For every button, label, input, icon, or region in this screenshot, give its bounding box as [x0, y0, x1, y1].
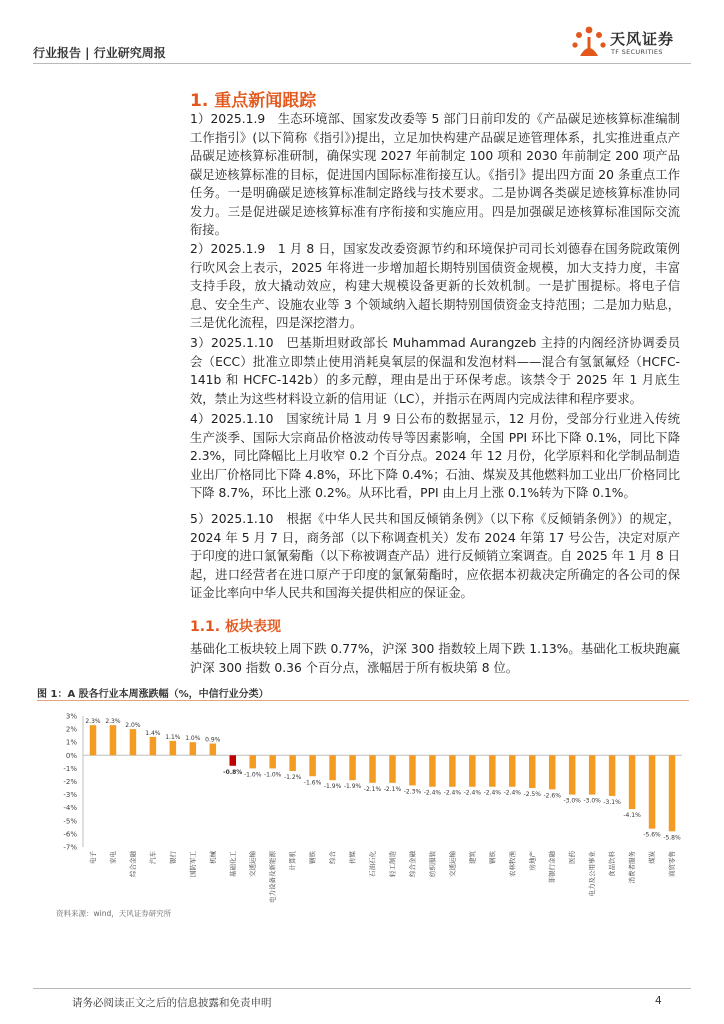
- y-tick-label: 2%: [65, 725, 77, 734]
- data-label: -1.6%: [303, 779, 322, 787]
- data-label: -3.0%: [563, 797, 581, 805]
- data-label: -2.6%: [543, 792, 561, 800]
- bar: [449, 755, 456, 786]
- bar: [469, 755, 476, 786]
- category-label: 食品饮料: [608, 851, 617, 877]
- bar: [190, 742, 197, 755]
- logo-name-cn: 天风证券: [610, 30, 675, 48]
- bar: [529, 755, 536, 788]
- bar: [669, 755, 676, 831]
- bar: [489, 755, 496, 786]
- data-label: -2.4%: [463, 789, 482, 797]
- bar: [549, 755, 556, 789]
- bar: [269, 755, 276, 768]
- bar: [170, 741, 177, 755]
- y-tick-label: -5%: [63, 817, 77, 826]
- data-label: 1.1%: [165, 733, 181, 741]
- news-item: 2）2025.1.9 1 月 8 日，国家发改委资源节约和环境保护司司长刘德春在国务院政策例行吹风会上表示，2025 年将进一步增加超长期特别国债资金规模，加大支持力度，丰富支持手段，放大撬动效应，构建大规模设备更新的长效机制。一是扩围提标。将电子信息、安全生产、设施农业等 3 个领域纳入超长期特别国债资金支持范围；二是加力贴息，三是优化流程，四是深挖潜力。: [190, 242, 680, 330]
- bar: [249, 755, 256, 768]
- bar: [589, 755, 596, 794]
- data-label: -1.0%: [244, 771, 262, 779]
- category-label: 汽车: [148, 851, 157, 864]
- logo-mark-icon: [570, 25, 608, 61]
- category-label: 钢铁: [488, 851, 497, 864]
- company-logo: [570, 25, 695, 61]
- data-label: -2.1%: [383, 785, 402, 793]
- data-label: -5.8%: [663, 834, 681, 842]
- footer-divider: [33, 988, 691, 989]
- news-item: 3）2025.1.10 巴基斯坦财政部长 Muhammad Aurangzeb 主持的内阁经济协调委员会（ECC）批准立即禁止使用消耗臭氧层的保温和发泡材料——混合有氢氯氟烃（HCFC-141b 和 HCFC-142b）的多元醇，理由是出于环保考虑。该禁令于 2025 年 1 月底生效，禁止为这些材料设立新的信用证（LC），并指示在两周内完成法律和程序要求。: [190, 336, 680, 406]
- bar: [369, 755, 376, 783]
- category-label: 纺织服装: [428, 851, 437, 877]
- category-label: 非银行金融: [548, 851, 557, 884]
- y-tick-label: 1%: [65, 738, 77, 747]
- data-label: -3.0%: [583, 797, 601, 805]
- news-item: 5）2025.1.10 根据《中华人民共和国反倾销条例》（以下称《反倾销条例》）的规定，2024 年 5 月 7 日，商务部（以下称调查机关）发布 2024 年第 17 号公告，决定对原产于印度的进口氯氰菊酯（以下称被调查产品）进行反倾销立案调查。自 2025 年 1 月 8 日起，进口经营者在进口原产于印度的氯氰菊酯时，应依据本初裁决定所确定的各公司的保证金比率向中华人民共和国海关提供相应的保证金。: [190, 512, 680, 600]
- section-title-sector-performance: 1.1. 板块表现: [190, 619, 281, 635]
- data-label: -0.8%: [223, 768, 243, 776]
- category-label: 交通运输: [448, 851, 457, 877]
- category-label: 传媒: [348, 851, 357, 864]
- category-label: 石油石化: [368, 851, 377, 877]
- category-label: 电子: [88, 851, 97, 864]
- figure-title-divider: [37, 700, 689, 701]
- category-label: 钢铁: [308, 851, 317, 864]
- category-label: 商贸零售: [668, 851, 677, 877]
- data-label: -2.1%: [363, 785, 382, 793]
- y-tick-label: 0%: [65, 751, 77, 760]
- data-label: 2.0%: [125, 722, 141, 730]
- category-label: 电力及公用事业: [588, 851, 597, 897]
- category-label: 电力设备及新能源: [268, 851, 277, 903]
- news-item: 4）2025.1.10 国家统计局 1 月 9 日公布的数据显示，12 月份，受部分行业进入传统生产淡季、国际大宗商品价格波动传导等因素影响，全国 PPI 环比下降 0.1%，同比下降 2.3%，同比降幅比上月收窄 0.2 个百分点。2024 年 12 月份，化学原料和化学制品制造业出厂价格同比下降 4.8%，环比下降 0.4%；石油、煤炭及其他燃料加工业出厂价格同比下降 8.7%，环比上涨 0.2%。从环比看，PPI 由上月上涨 0.1%转为下降 0.1%。: [190, 412, 680, 500]
- y-tick-label: -6%: [63, 830, 77, 839]
- y-tick-label: -7%: [63, 843, 77, 852]
- data-label: -2.5%: [523, 791, 541, 799]
- y-tick-label: 3%: [65, 712, 77, 721]
- data-label: 1.4%: [145, 729, 161, 737]
- y-tick-label: -2%: [63, 778, 77, 786]
- bar: [150, 737, 157, 755]
- bar: [629, 755, 636, 809]
- category-label: 机械: [208, 851, 217, 864]
- data-label: -1.2%: [283, 774, 302, 782]
- category-label: 消费者服务: [628, 851, 637, 884]
- bar: [609, 755, 616, 796]
- bar: [130, 729, 137, 755]
- bar: [349, 755, 356, 780]
- category-label: 国防军工: [188, 851, 197, 877]
- bar: [429, 755, 436, 786]
- page-number: 4: [655, 995, 662, 1007]
- data-label: 1.0%: [185, 735, 201, 743]
- category-label: 银行: [168, 851, 177, 864]
- data-label: -3.1%: [603, 798, 621, 806]
- category-label: 基础化工: [228, 851, 237, 877]
- data-label: -5.6%: [643, 831, 661, 839]
- figure-title: 图 1：A 股各行业本周涨跌幅（%，中信行业分类）: [37, 689, 269, 700]
- category-label: 家电: [108, 851, 117, 864]
- bar: [389, 755, 396, 783]
- category-label: 轻工制造: [388, 851, 397, 877]
- category-label: 煤炭: [648, 851, 657, 864]
- bar: [110, 725, 117, 755]
- bar: [329, 755, 336, 780]
- bar: [210, 744, 217, 756]
- data-label: 2.3%: [85, 718, 101, 726]
- category-label: 农林牧渔: [508, 851, 517, 877]
- report-category: 行业报告 | 行业研究周报: [33, 46, 166, 60]
- bar: [230, 755, 237, 765]
- data-label: 2.3%: [105, 718, 121, 726]
- data-label: -2.4%: [503, 789, 521, 797]
- bar: [509, 755, 516, 786]
- y-tick-label: -1%: [63, 764, 77, 773]
- data-label: -4.1%: [623, 812, 641, 820]
- news-item: 1）2025.1.9 生态环境部、国家发改委等 5 部门日前印发的《产品碳足迹核算标准编制工作指引》(以下简称《指引》)提出，立足加快构建产品碳足迹管理体系，扎实推进重点产品碳足迹核算标准研制，确保实现 2027 年前制定 100 项和 2030 年前制定 200 项产品碳足迹核算标准的目标，促进国内国际标准衔接互认。《指引》提出四方面 20 条重点工作任务。一是明确碳足迹核算标准制定路线与技术要求。二是协调各类碳足迹核算标准协同发力。三是促进碳足迹核算标准有序衔接和实施应用。四是加强碳足迹核算标准国际交流衔接。: [190, 112, 680, 237]
- bar: [309, 755, 316, 776]
- figure-source: 资料来源：wind，天风证券研究所: [56, 909, 172, 918]
- data-label: -1.9%: [323, 783, 342, 791]
- category-label: 综合金融: [128, 851, 137, 877]
- data-label: -1.9%: [343, 783, 362, 791]
- sector-performance-text: 基础化工板块较上周下跌 0.77%，沪深 300 指数较上周下跌 1.13%。基础化工板块跑赢沪深 300 指数 0.36 个百分点，涨幅居于所有板块第 8 位。: [190, 642, 680, 675]
- bar: [569, 755, 576, 794]
- bar: [409, 755, 416, 785]
- category-label: 房地产: [528, 851, 537, 871]
- data-label: -2.4%: [423, 789, 442, 797]
- category-label: 综合: [328, 851, 337, 864]
- data-label: 0.9%: [205, 736, 221, 744]
- category-label: 建筑: [468, 851, 477, 864]
- category-label: 计算机: [288, 851, 297, 871]
- y-tick-label: -3%: [63, 791, 77, 800]
- footer-disclaimer: 请务必阅读正文之后的信息披露和免责申明: [72, 997, 272, 1009]
- bar: [90, 725, 97, 755]
- data-label: -2.4%: [443, 789, 462, 797]
- category-label: 交通运输: [248, 851, 257, 877]
- bar: [289, 755, 296, 771]
- category-label: 综合金融: [408, 851, 417, 877]
- section-title-key-news: 1. 重点新闻跟踪: [190, 91, 317, 111]
- data-label: -2.4%: [483, 789, 502, 797]
- data-label: -1.0%: [263, 771, 282, 779]
- logo-name-en: TF SECURITIES: [611, 48, 663, 56]
- industry-change-bar-chart: [37, 702, 689, 907]
- category-label: 医药: [568, 851, 577, 864]
- data-label: -2.3%: [403, 788, 422, 796]
- y-tick-label: -4%: [63, 804, 77, 813]
- header-divider: [33, 63, 691, 64]
- bar: [649, 755, 656, 828]
